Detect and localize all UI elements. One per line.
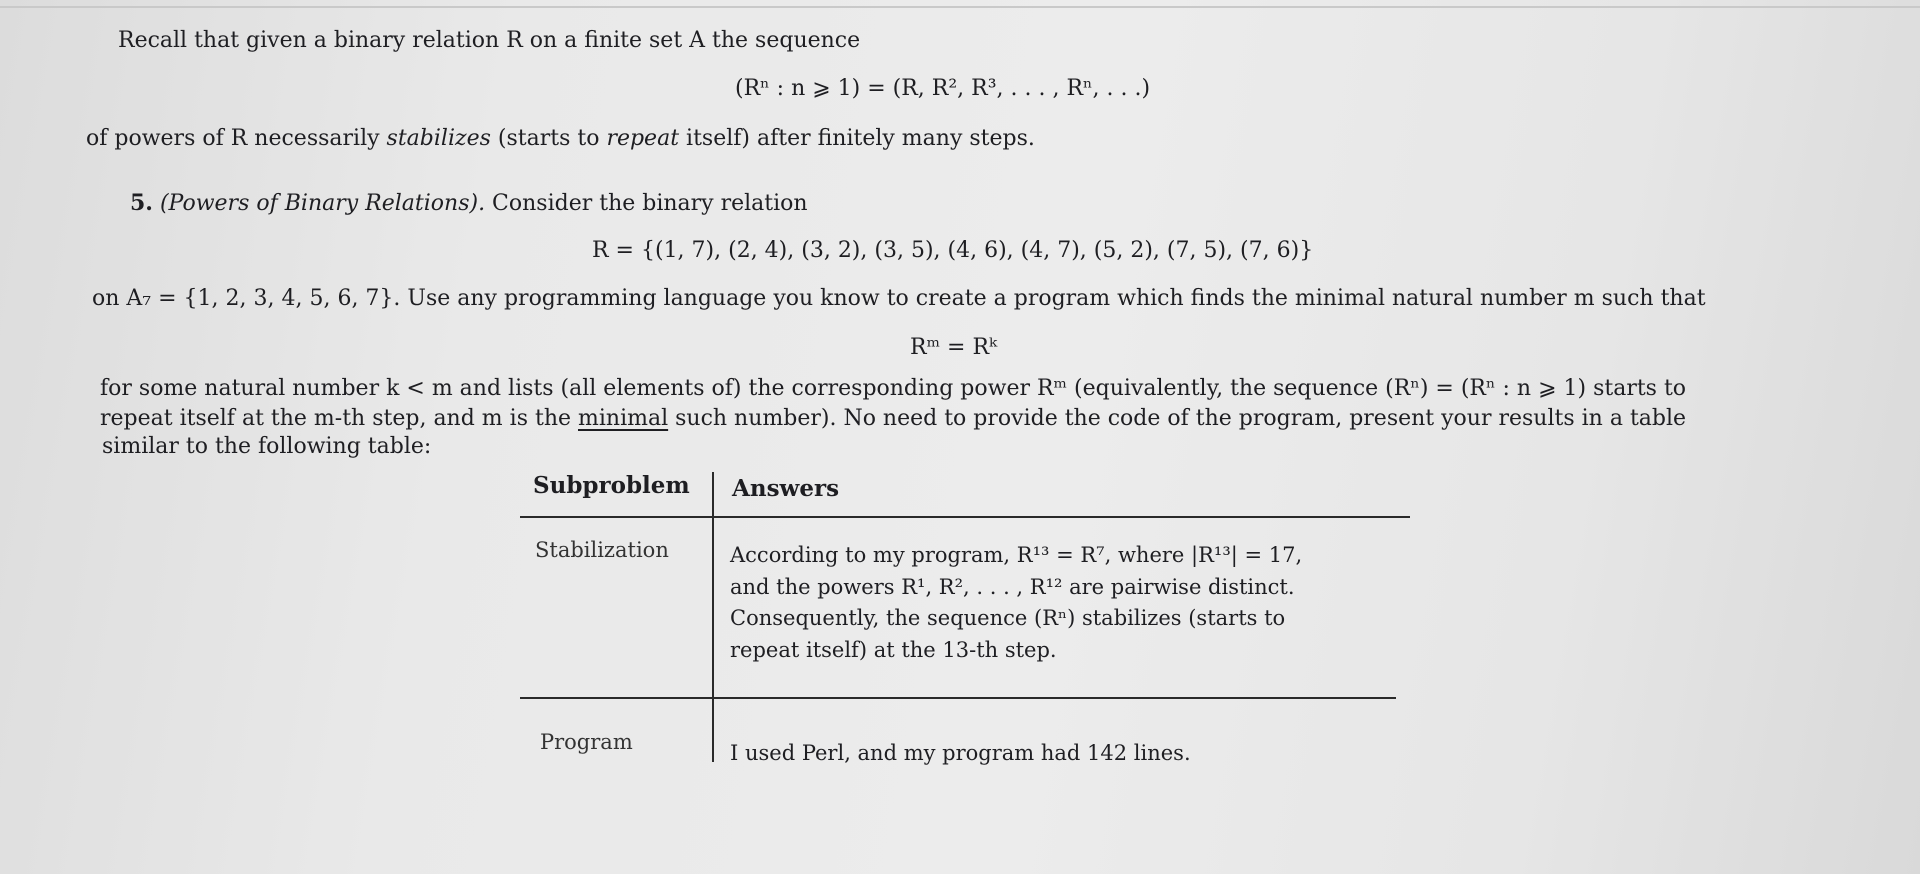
power-equation: Rᵐ = Rᵏ (910, 335, 998, 360)
problem-title: (Powers of Binary Relations). (159, 191, 486, 216)
relation-definition: R = {(1, 7), (2, 4), (3, 2), (3, 5), (4, 6), (4, 7), (5, 2), (7, 5), (7, 6)} (592, 238, 1314, 263)
table-row-label-stabilization: Stabilization (535, 538, 669, 562)
para-text-b: such number). No need to provide the code of the program, present your results in a table (668, 406, 1687, 431)
answer-line: repeat itself) at the 13-th step. (730, 637, 1057, 662)
intro-emphasis-stabilizes: stabilizes (386, 126, 491, 151)
table-header-answers: Answers (732, 475, 840, 502)
answer-line: According to my program, R¹³ = R⁷, where |R¹³| = 17, (730, 543, 1303, 567)
page-top-edge (0, 6, 1920, 8)
table-row-answer-stabilization (730, 540, 1302, 666)
intro-line-2 (86, 128, 1035, 150)
problem-line-on: on A₇ = {1, 2, 3, 4, 5, 6, 7}. Use any programming language you know to create a program which finds the minimal natural number m such that (92, 286, 1706, 311)
problem-paragraph-line-1: for some natural number k < m and lists (all elements of) the corresponding power Rᵐ (equivalently, the sequence (Rⁿ) = (Rⁿ : n ⩾ 1) starts to (100, 376, 1687, 401)
intro-line-1: Recall that given a binary relation R on a finite set A the sequence (118, 28, 861, 53)
problem-paragraph-line-3: similar to the following table: (102, 434, 432, 459)
answer-line: and the powers R¹, R², . . . , R¹² are pairwise distinct. (730, 574, 1295, 599)
answer-line: Consequently, the sequence (Rⁿ) stabilizes (starts to (730, 606, 1286, 630)
table-row-answer-program (730, 738, 1191, 770)
intro-text-a: of powers of R necessarily (86, 126, 387, 151)
problem-heading-rest: Consider the binary relation (485, 191, 808, 216)
para-text-a: repeat itself at the m-th step, and m is the (100, 406, 578, 431)
problem-paragraph-line-2 (100, 408, 1686, 430)
table-header-subproblem: Subproblem (533, 472, 690, 499)
table-row-rule (520, 697, 1396, 699)
intro-emphasis-repeat: repeat (606, 126, 680, 151)
sequence-formula: (Rⁿ : n ⩾ 1) = (R, R², R³, . . . , Rⁿ, . . .) (735, 76, 1151, 101)
intro-text-c: itself) after finitely many steps. (679, 126, 1035, 151)
problem-heading (130, 192, 808, 215)
table-header-rule (520, 516, 1410, 518)
answer-line: I used Perl, and my program had 142 lines. (730, 741, 1191, 765)
intro-text-b: (starts to (490, 126, 607, 151)
para-underlined-minimal: minimal (578, 406, 669, 431)
table-row-label-program: Program (540, 730, 633, 754)
problem-number: 5. (130, 190, 153, 216)
